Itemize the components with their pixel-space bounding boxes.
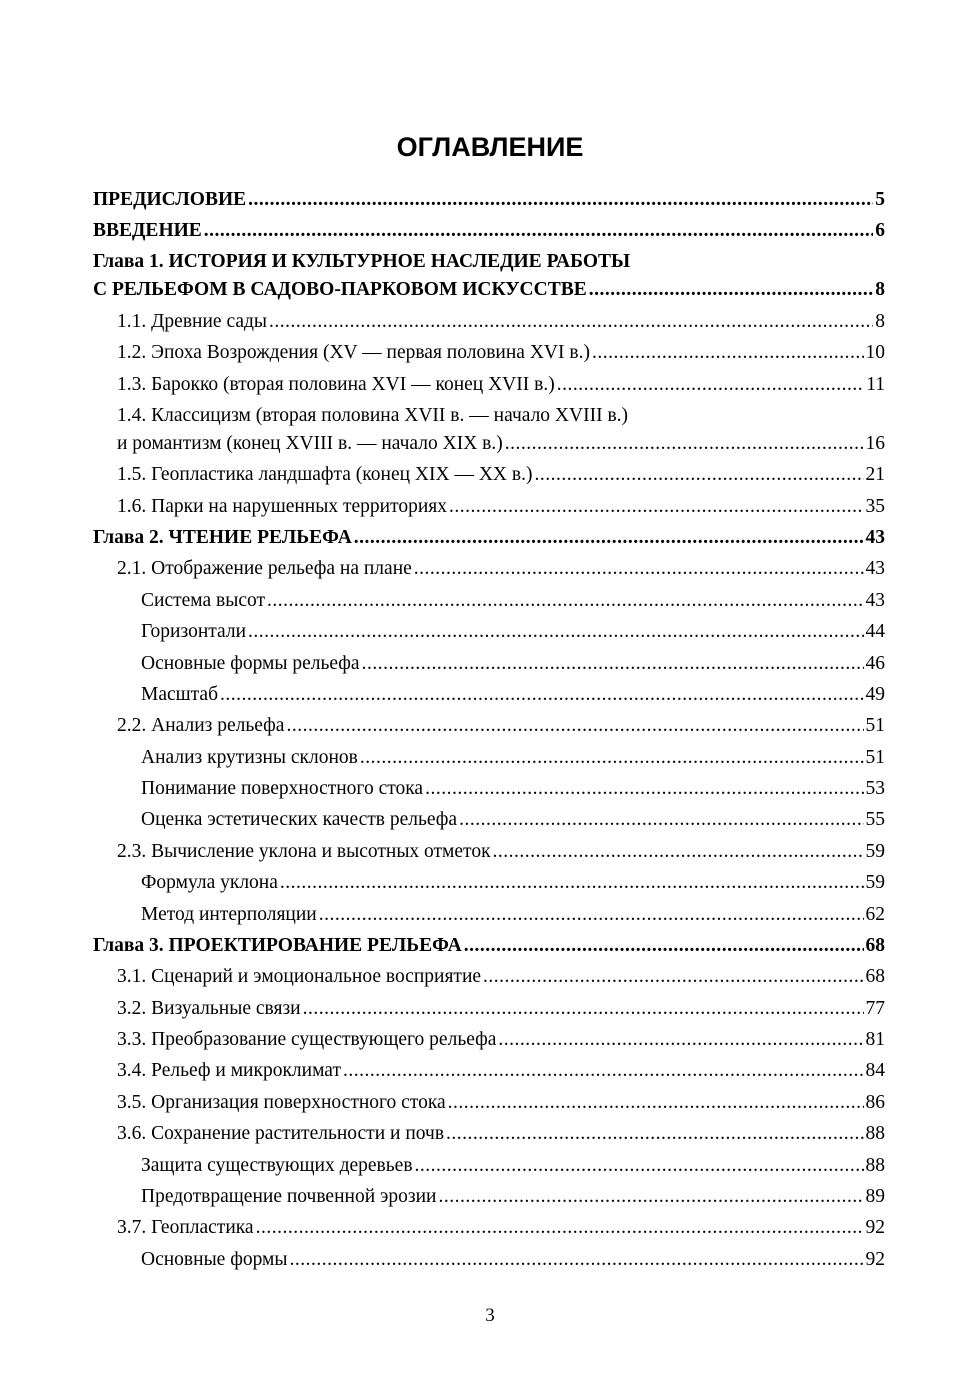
toc-entry-page: 16 (865, 432, 885, 454)
toc-entry-page: 10 (865, 342, 885, 364)
toc-entry-page: 51 (865, 746, 885, 768)
toc-entry-title: Глава 1. ИСТОРИЯ И КУЛЬТУРНОЕ НАСЛЕДИЕ РАБОТЫ (93, 251, 631, 273)
toc-entry-title: Оценка эстетических качеств рельефа (141, 809, 458, 831)
toc-entry-title: Глава 2. ЧТЕНИЕ РЕЛЬЕФА (93, 527, 352, 549)
dot-leader (592, 339, 864, 367)
toc-entry[interactable] (93, 306, 885, 337)
toc-entry-page: 92 (865, 1217, 885, 1239)
dot-leader (286, 712, 863, 740)
dot-leader (438, 1183, 863, 1211)
toc-entry-title: 3.6. Сохранение растительности и почв (117, 1123, 445, 1145)
dot-leader (248, 186, 873, 214)
dot-leader (256, 1214, 864, 1242)
toc-entry-page: 43 (865, 589, 885, 611)
toc-entry-line (93, 1089, 885, 1117)
toc-entry-line (93, 430, 885, 458)
toc-entry-line (93, 650, 885, 678)
toc-entry-title: Масштаб (141, 683, 219, 705)
toc-entry-title: Метод интерполяции (141, 903, 317, 925)
dot-leader (415, 1152, 864, 1180)
toc-entry-title: 2.1. Отображение рельефа на плане (117, 558, 412, 580)
toc-entry-line (93, 1183, 885, 1211)
page-title: ОГЛАВЛЕНИЕ (396, 132, 584, 162)
toc-entry-title: 1.2. Эпоха Возрождения (XV — первая половина XVI в.) (117, 342, 590, 364)
toc-entry-line (93, 339, 885, 367)
toc-entry-title: 3.3. Преобразование существующего рельефа (117, 1029, 497, 1051)
toc-entry-line (93, 1214, 885, 1242)
toc-entry[interactable] (93, 338, 885, 369)
toc-entry[interactable] (93, 247, 885, 306)
toc-entry-line (93, 618, 885, 646)
toc-entry-line (93, 806, 885, 834)
toc-entry[interactable] (93, 1150, 885, 1181)
toc-entry[interactable] (93, 1087, 885, 1118)
toc-entry-title: 1.3. Барокко (вторая половина XVI — конец XVII в.) (117, 373, 555, 395)
dot-leader (589, 276, 874, 304)
toc-entry-title: ПРЕДИСЛОВИЕ (93, 188, 247, 210)
dot-leader (269, 308, 873, 336)
toc-entry[interactable] (93, 554, 885, 585)
toc-entry-line (93, 869, 885, 897)
toc-entry[interactable] (93, 962, 885, 993)
toc-entry-page: 49 (865, 683, 885, 705)
toc-entry[interactable] (93, 805, 885, 836)
toc-entry-title: 3.1. Сценарий и эмоциональное восприятие (117, 966, 482, 988)
dot-leader (280, 869, 864, 897)
toc-entry-page: 68 (865, 934, 885, 956)
toc-entry[interactable] (93, 711, 885, 742)
dot-leader (534, 461, 863, 489)
toc-entry-line (93, 587, 885, 615)
toc-entry-page: 86 (865, 1091, 885, 1113)
toc-entry-line (93, 838, 885, 866)
toc-entry-line (93, 681, 885, 709)
toc-entry-title: 3.4. Рельеф и микроклимат (117, 1060, 341, 1082)
toc-entry-line (93, 402, 885, 430)
dot-leader (448, 1089, 864, 1117)
toc-entry-title: Формула уклона (141, 872, 278, 894)
toc-entry-page: 35 (865, 495, 885, 517)
toc-entry[interactable] (93, 899, 885, 930)
toc-entry[interactable] (93, 1244, 885, 1275)
toc-entry[interactable] (93, 836, 885, 867)
dot-leader (493, 838, 864, 866)
toc-entry-line (93, 461, 885, 489)
toc-entry[interactable] (93, 773, 885, 804)
dot-leader (289, 1246, 863, 1274)
toc-entry-page: 51 (865, 715, 885, 737)
toc-entry-line (93, 248, 885, 276)
dot-leader (459, 806, 863, 834)
toc-entry[interactable] (93, 491, 885, 522)
toc-entry-title: 3.5. Организация поверхностного стока (117, 1091, 446, 1113)
toc-entry-page: 89 (865, 1185, 885, 1207)
toc-entry-title: 2.2. Анализ рельефа (117, 715, 285, 737)
toc-entry-line (93, 775, 885, 803)
toc-entry-line (93, 1152, 885, 1180)
toc-entry[interactable] (93, 585, 885, 616)
toc-entry-line (93, 186, 885, 214)
toc-entry[interactable] (93, 460, 885, 491)
toc-entry[interactable] (93, 1119, 885, 1150)
toc-entry-title: Понимание поверхностного стока (141, 778, 424, 800)
toc-entry-title: 3.7. Геопластика (117, 1217, 254, 1239)
dot-leader (204, 217, 873, 245)
toc-entry-page: 81 (865, 1029, 885, 1051)
toc-entry-line (93, 371, 885, 399)
toc-entry-title: Горизонтали (141, 621, 247, 643)
toc-entry-title: Основные формы рельефа (141, 652, 360, 674)
toc-entry-page: 53 (865, 778, 885, 800)
dot-leader (354, 524, 864, 552)
toc-entry[interactable] (93, 679, 885, 710)
toc-entry-page: 92 (865, 1248, 885, 1270)
toc-entry-line (93, 712, 885, 740)
toc-entry-page: 55 (865, 809, 885, 831)
toc-entry-page: 68 (865, 966, 885, 988)
toc-entry-line (93, 995, 885, 1023)
toc-entry-line (93, 276, 885, 304)
toc-entry[interactable] (93, 993, 885, 1024)
toc-entry-title: Глава 3. ПРОЕКТИРОВАНИЕ РЕЛЬЕФА (93, 934, 462, 956)
toc-entry-line (93, 1026, 885, 1054)
dot-leader (464, 932, 864, 960)
toc-entry-page: 88 (865, 1154, 885, 1176)
toc-entry-title: 1.6. Парки на нарушенных территориях (117, 495, 447, 517)
toc-entry-title: 1.5. Геопластика ландшафта (конец XIX — XX в.) (117, 464, 533, 486)
toc-entry-title: ВВЕДЕНИЕ (93, 220, 202, 242)
toc-entry[interactable] (93, 1181, 885, 1212)
toc-entry-page: 5 (875, 188, 885, 210)
toc-entry-line (93, 932, 885, 960)
toc-entry[interactable] (93, 648, 885, 679)
toc-entry-page: 46 (865, 652, 885, 674)
dot-leader (248, 618, 863, 646)
toc-entry[interactable] (93, 184, 885, 215)
dot-leader (449, 493, 864, 521)
toc-entry-title: Система высот (141, 589, 265, 611)
toc-entry-title: Анализ крутизны склонов (141, 746, 358, 768)
toc-entry[interactable] (93, 215, 885, 246)
dot-leader (220, 681, 863, 709)
toc-entry-page: 43 (865, 558, 885, 580)
toc-entry-line (93, 1057, 885, 1085)
toc-entry-line (93, 308, 885, 336)
dot-leader (498, 1026, 863, 1054)
toc-entry[interactable] (93, 868, 885, 899)
toc-entry-page: 21 (865, 464, 885, 486)
toc-entry-page: 62 (865, 903, 885, 925)
toc-entry[interactable] (93, 1024, 885, 1055)
toc-entry-title: и романтизм (конец XVIII в. — начало XIX в.) (117, 432, 503, 454)
toc-entry-line (93, 744, 885, 772)
toc-entry[interactable] (93, 617, 885, 648)
toc-entry-line (93, 901, 885, 929)
toc-entry-page: 8 (875, 279, 885, 301)
dot-leader (360, 744, 864, 772)
toc-entry-page: 11 (866, 373, 885, 395)
toc-entry-page: 77 (865, 997, 885, 1019)
toc-entry-line (93, 963, 885, 991)
toc-entry-page: 6 (875, 220, 885, 242)
dot-leader (319, 901, 864, 929)
dot-leader (425, 775, 863, 803)
toc-entry[interactable] (93, 369, 885, 400)
dot-leader (483, 963, 863, 991)
dot-leader (446, 1120, 863, 1148)
toc-entry-line (93, 555, 885, 583)
dot-leader (343, 1057, 864, 1085)
toc-entry-title: С РЕЛЬЕФОМ В САДОВО-ПАРКОВОМ ИСКУССТВЕ (93, 279, 587, 301)
dot-leader (557, 371, 865, 399)
dot-leader (362, 650, 864, 678)
toc-entry-line (93, 524, 885, 552)
toc-entry[interactable] (93, 1056, 885, 1087)
dot-leader (414, 555, 864, 583)
toc-entry-title: Основные формы (141, 1248, 288, 1270)
toc-entry-page: 44 (865, 621, 885, 643)
toc-entry-line (93, 217, 885, 245)
dot-leader (303, 995, 864, 1023)
toc-entry-title: 2.3. Вычисление уклона и высотных отметок (117, 840, 491, 862)
dot-leader (267, 587, 864, 615)
dot-leader (505, 430, 864, 458)
toc-entry[interactable] (93, 930, 885, 961)
toc-entry-page: 88 (865, 1123, 885, 1145)
toc-entry[interactable] (93, 522, 885, 553)
toc-entry-line (93, 1120, 885, 1148)
toc-entry-page: 43 (865, 527, 885, 549)
toc-entry-title: 1.4. Классицизм (вторая половина XVII в. — начало XVIII в.) (117, 404, 629, 426)
toc-entry-page: 84 (865, 1060, 885, 1082)
toc-entry-page: 8 (875, 310, 885, 332)
toc-entry[interactable] (93, 1213, 885, 1244)
toc-entry-line (93, 1246, 885, 1274)
table-of-contents (93, 184, 885, 1275)
toc-entry-line (93, 493, 885, 521)
page-number: 3 (485, 1305, 495, 1326)
toc-entry-page: 59 (865, 840, 885, 862)
toc-entry-title: Предотвращение почвенной эрозии (141, 1185, 437, 1207)
toc-entry-title: 1.1. Древние сады (117, 310, 268, 332)
toc-entry-title: 3.2. Визуальные связи (117, 997, 301, 1019)
toc-entry-page: 59 (865, 872, 885, 894)
toc-entry-title: Защита существующих деревьев (141, 1154, 413, 1176)
toc-entry[interactable] (93, 742, 885, 773)
toc-entry[interactable] (93, 400, 885, 459)
